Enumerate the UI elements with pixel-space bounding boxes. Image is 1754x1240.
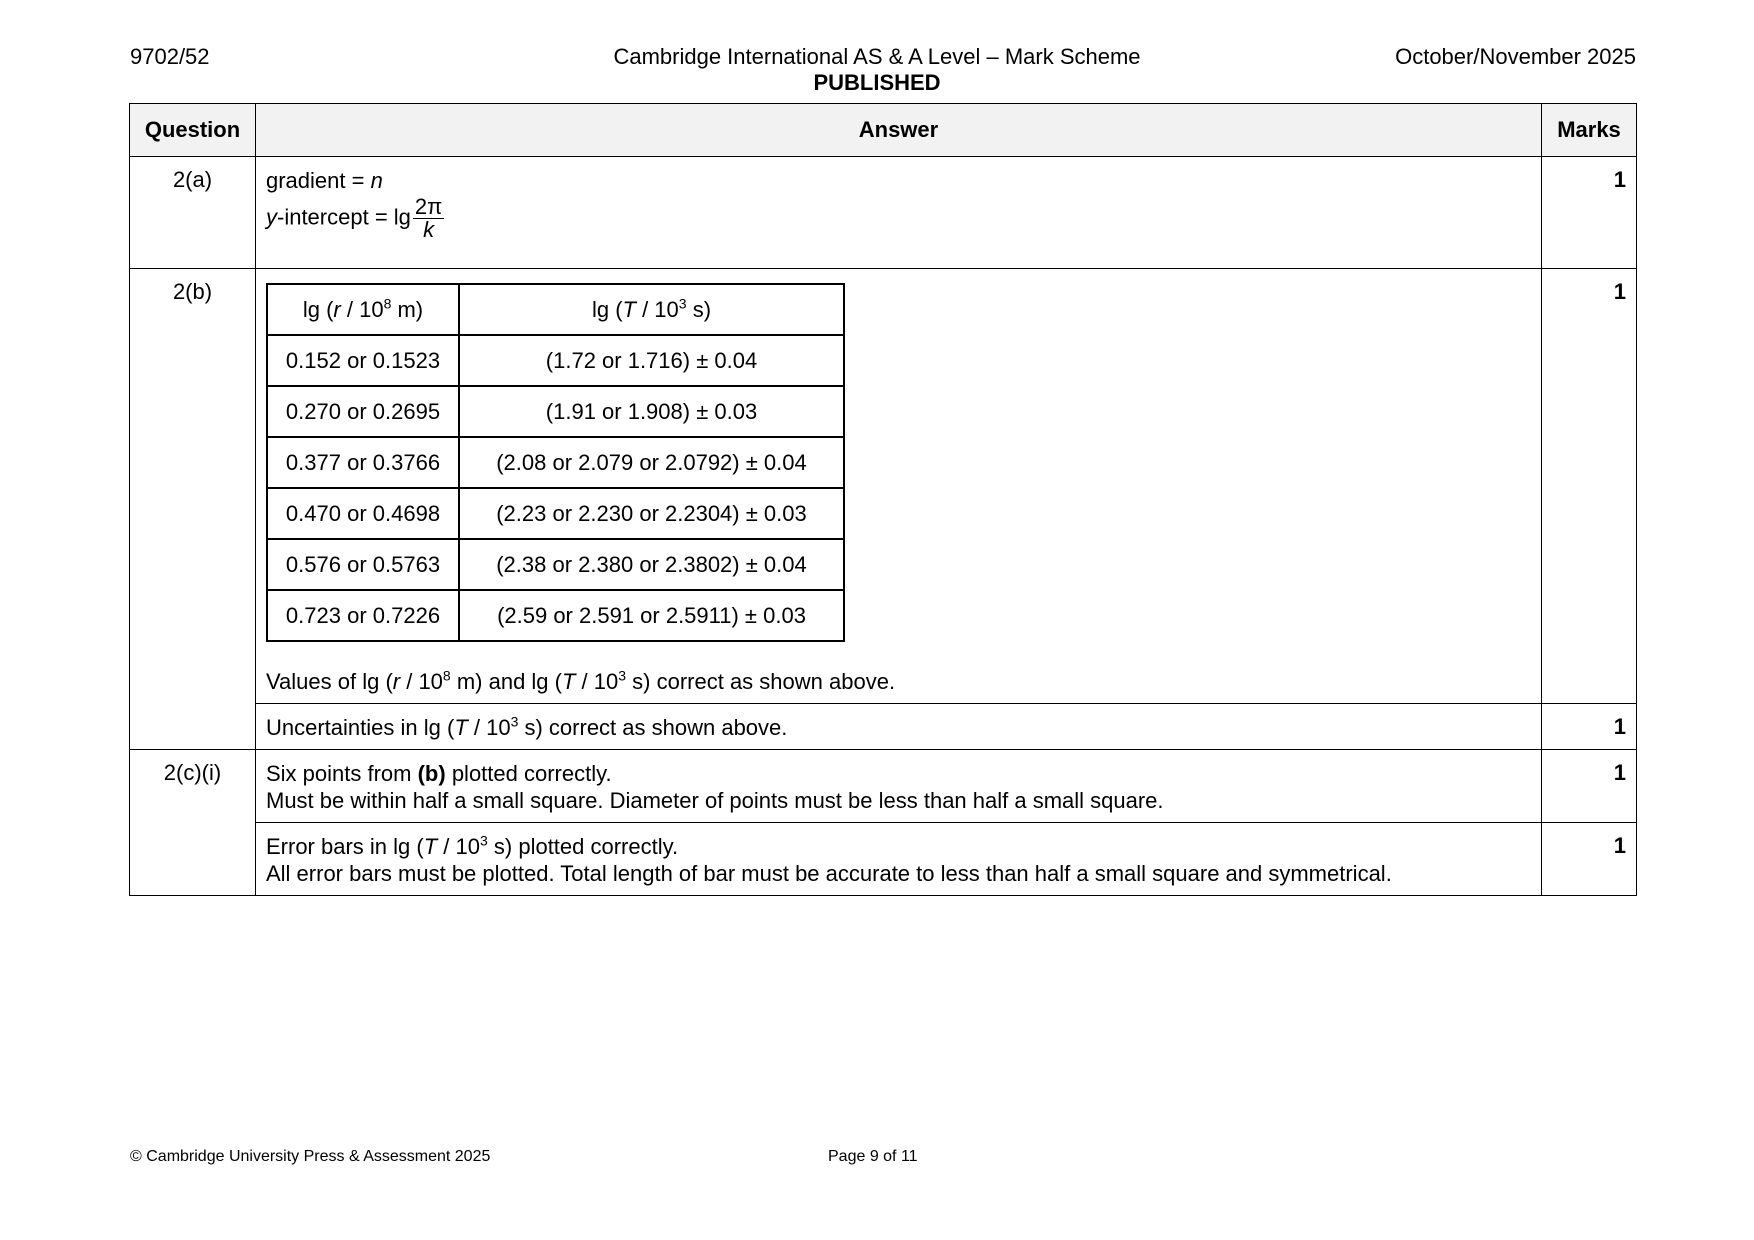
- table-row: [130, 823, 1637, 896]
- mark-scheme-table: [129, 103, 1637, 896]
- table-row: [130, 269, 1637, 704]
- published-label: PUBLISHED: [813, 70, 941, 95]
- lg-t-value: (2.59 or 2.591 or 2.5911) ± 0.03: [459, 590, 844, 641]
- answer-cell: [256, 750, 1542, 823]
- question-header: Question: [130, 104, 256, 157]
- values-row: [267, 590, 844, 641]
- document-title: [477, 44, 1277, 96]
- lg-r-value: 0.377 or 0.3766: [267, 437, 459, 488]
- values-row: [267, 488, 844, 539]
- table-header-row: [130, 104, 1637, 157]
- gradient-value: n: [370, 168, 383, 193]
- lg-r-value: 0.470 or 0.4698: [267, 488, 459, 539]
- intercept-fraction: $\frac{2\pi}{k}$: [414, 194, 443, 242]
- answer-cell: [256, 704, 1542, 750]
- values-header-row: [267, 284, 844, 335]
- question-number: 2(c)(i): [130, 750, 256, 896]
- values-table: [266, 283, 845, 642]
- marks-value: 1: [1542, 750, 1637, 823]
- lg-t-value: (2.23 or 2.230 or 2.2304) ± 0.03: [459, 488, 844, 539]
- marks-value: 1: [1542, 157, 1637, 269]
- lg-t-value: (2.08 or 2.079 or 2.0792) ± 0.04: [459, 437, 844, 488]
- marks-value: 1: [1542, 704, 1637, 750]
- copyright: © Cambridge University Press & Assessment 2025: [130, 1148, 491, 1165]
- title-text: Cambridge International AS & A Level – Mark Scheme: [613, 44, 1141, 69]
- error-bars-line-2: All error bars must be plotted. Total length of bar must be accurate to less than half a small square and symmetrical.: [266, 861, 1392, 886]
- lg-r-value: 0.270 or 0.2695: [267, 386, 459, 437]
- lg-r-value: 0.723 or 0.7226: [267, 590, 459, 641]
- answer-cell: [256, 823, 1542, 896]
- question-number: 2(b): [130, 269, 256, 750]
- lg-t-value: (1.72 or 1.716) ± 0.04: [459, 335, 844, 386]
- table-row: [130, 704, 1637, 750]
- lg-t-value: (1.91 or 1.908) ± 0.03: [459, 386, 844, 437]
- uncertainty-note: Uncertainties in $\lg (T / 10^3$ s) correct as shown above.: [266, 713, 788, 740]
- table-row: [130, 750, 1637, 823]
- values-row: [267, 539, 844, 590]
- values-note: Values of $\lg (r / 10^8$ m) and $\lg (T / 10^3$ s) correct as shown above.: [266, 667, 896, 694]
- lg-t-header: $\lg (T / 10^3$ s): [459, 284, 844, 335]
- error-bars-line-1: Error bars in $\lg (T / 10^3$ s) plotted correctly.: [266, 832, 679, 859]
- marks-value: 1: [1542, 823, 1637, 896]
- intercept-line: y-intercept = lg $\frac{2\pi}{k}$: [266, 194, 443, 242]
- marks-value: 1: [1542, 269, 1637, 704]
- values-row: [267, 437, 844, 488]
- lg-r-value: 0.152 or 0.1523: [267, 335, 459, 386]
- values-row: [267, 386, 844, 437]
- question-number: 2(a): [130, 157, 256, 269]
- page-number: Page 9 of 11: [828, 1148, 918, 1165]
- answer-cell: [256, 269, 1542, 704]
- points-line-1: Six points from (b) plotted correctly.: [266, 761, 612, 786]
- lg-t-value: (2.38 or 2.380 or 2.3802) ± 0.04: [459, 539, 844, 590]
- answer-cell: [256, 157, 1542, 269]
- values-row: [267, 335, 844, 386]
- answer-header: Answer: [256, 104, 1542, 157]
- paper-code: 9702/52: [130, 44, 210, 69]
- table-row: [130, 157, 1637, 269]
- gradient-line: gradient = n: [266, 168, 383, 193]
- points-line-2: Must be within half a small square. Diameter of points must be less than half a small square.: [266, 788, 1164, 813]
- marks-header: Marks: [1542, 104, 1637, 157]
- lg-r-header: $\lg (r / 10^8$ m): [267, 284, 459, 335]
- exam-session: October/November 2025: [1395, 44, 1636, 69]
- lg-r-value: 0.576 or 0.5763: [267, 539, 459, 590]
